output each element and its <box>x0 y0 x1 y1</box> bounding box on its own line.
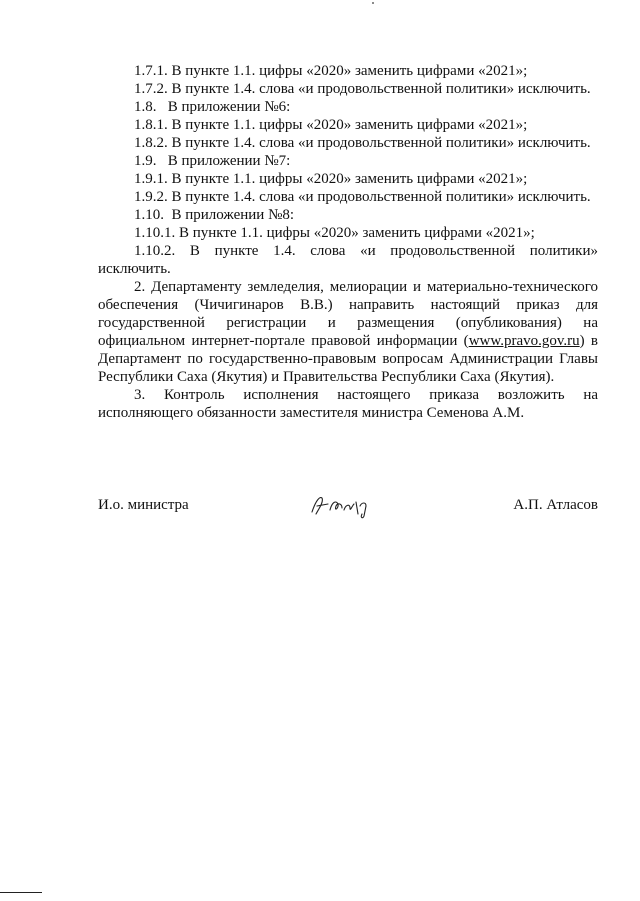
clause-1-10-2: 1.10.2. В пункте 1.4. слова «и продовольственной политики» <box>134 243 598 259</box>
clause-1-8: 1.8. В приложении №6: <box>134 99 291 115</box>
pravo-link[interactable]: www.pravo.gov.ru <box>468 333 580 349</box>
scan-speck <box>372 2 374 4</box>
clause-1-9-2: 1.9.2. В пункте 1.4. слова «и продовольственной политики» исключить. <box>134 189 591 205</box>
paragraph-2-line-4 <box>98 332 598 350</box>
clause-1-9: 1.9. В приложении №7: <box>134 153 291 169</box>
paragraph-2-line-4-text: официальном интернет-портале правовой информации ( <box>98 333 469 349</box>
signatory-name: А.П. Атласов <box>513 497 598 513</box>
paragraph-2-line-3: государственной регистрации и размещения (опубликования) на <box>98 315 598 331</box>
clause-1-9-1: 1.9.1. В пункте 1.1. цифры «2020» заменить цифрами «2021»; <box>134 171 528 187</box>
handwritten-signature <box>308 490 378 520</box>
paragraph-2-line-2: обеспечения (Чичигинаров В.В.) направить настоящий приказ для <box>98 297 598 313</box>
clause-1-7-1: 1.7.1. В пункте 1.1. цифры «2020» заменить цифрами «2021»; <box>134 63 528 79</box>
paragraph-2-line-4-end: ) в <box>579 333 598 349</box>
clause-1-7-2: 1.7.2. В пункте 1.4. слова «и продовольственной политики» исключить. <box>134 81 591 97</box>
clause-1-10-2-continued: исключить. <box>98 261 171 277</box>
paragraph-2-line-6: Республики Саха (Якутия) и Правительства Республики Саха (Якутия). <box>98 369 555 385</box>
footer-rule <box>0 892 42 893</box>
paragraph-3-line-1: 3. Контроль исполнения настоящего приказа возложить на <box>134 387 598 403</box>
clause-1-10-1: 1.10.1. В пункте 1.1. цифры «2020» заменить цифрами «2021»; <box>134 225 535 241</box>
signatory-role: И.о. министра <box>98 497 189 513</box>
paragraph-2-line-1: 2. Департаменту земледелия, мелиорации и материально-технического <box>134 279 598 295</box>
clause-1-10: 1.10. В приложении №8: <box>134 207 295 223</box>
signature-block <box>98 494 598 524</box>
paragraph-2-line-5: Департамент по государственно-правовым вопросам Администрации Главы <box>98 351 598 367</box>
clause-1-8-1: 1.8.1. В пункте 1.1. цифры «2020» заменить цифрами «2021»; <box>134 117 528 133</box>
paragraph-3-line-2: исполняющего обязанности заместителя министра Семенова А.М. <box>98 405 525 421</box>
document-body <box>98 62 598 422</box>
clause-1-8-2: 1.8.2. В пункте 1.4. слова «и продовольственной политики» исключить. <box>134 135 591 151</box>
